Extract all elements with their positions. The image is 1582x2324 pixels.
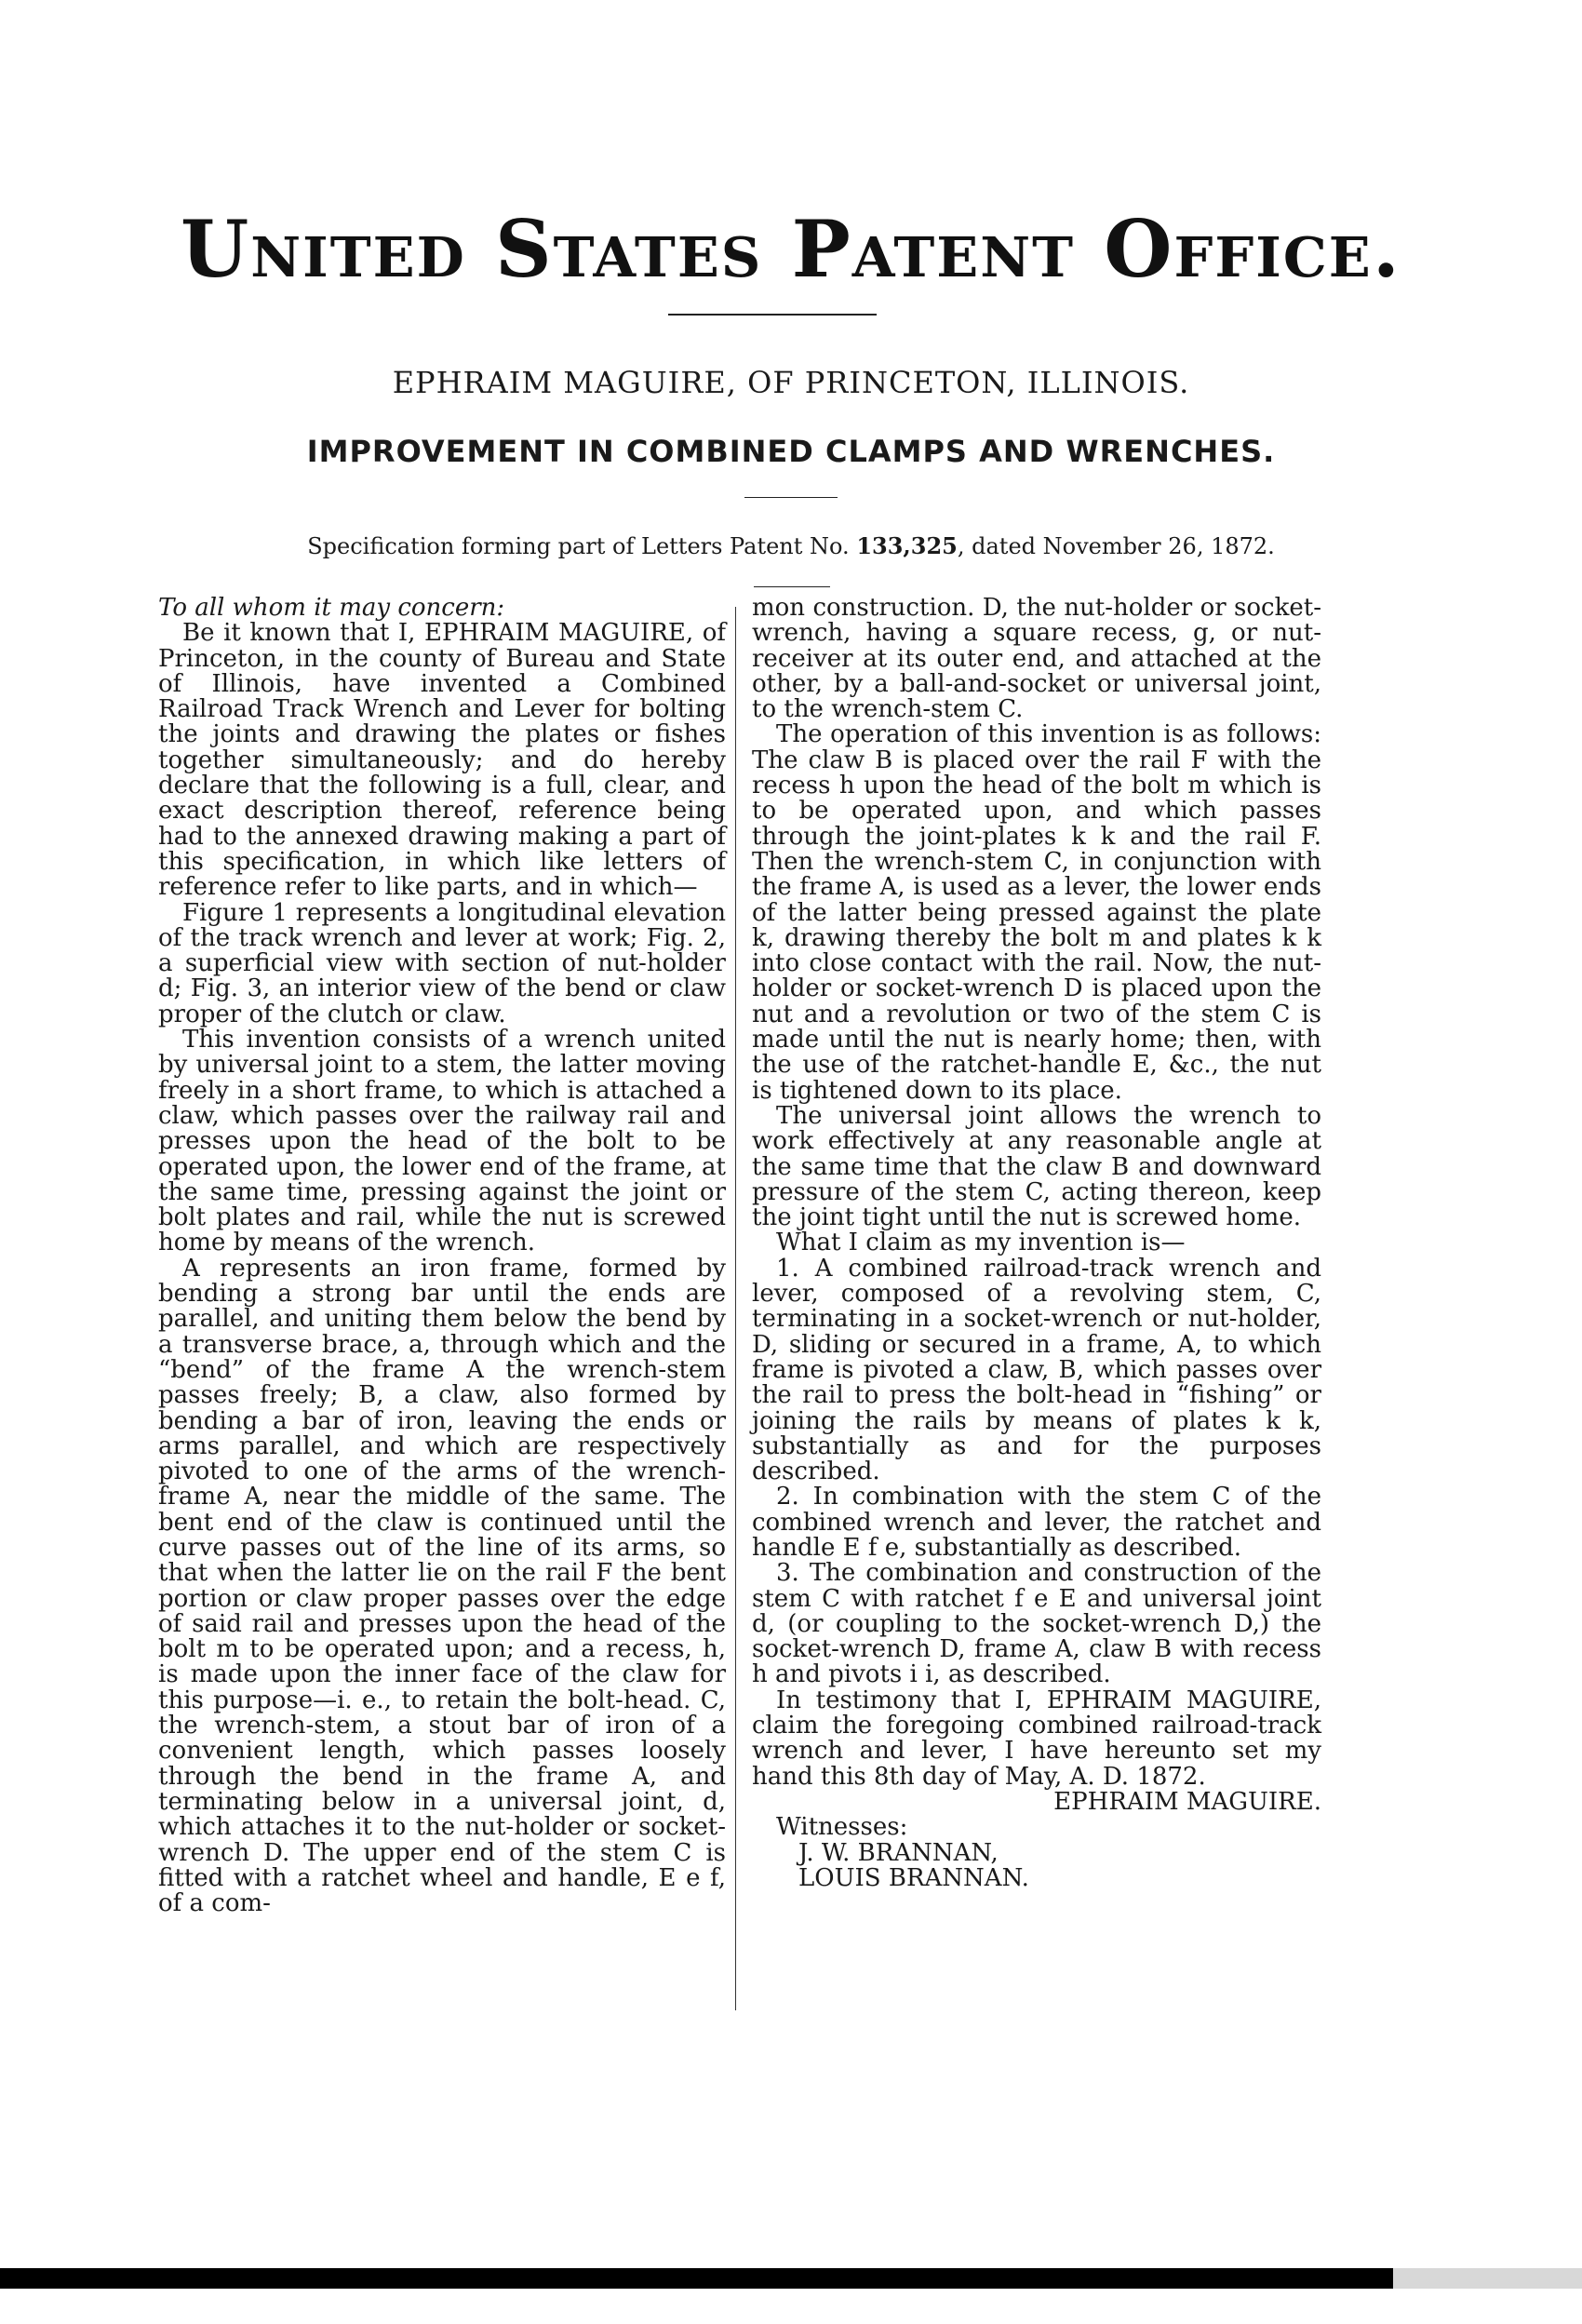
scan-edge-bar (0, 2268, 1393, 2289)
salutation: To all whom it may concern: (158, 594, 505, 622)
spec-suffix: , dated November 26, 1872. (957, 533, 1275, 559)
patent-office-title: United States Patent Office. (180, 203, 1402, 295)
improvement-rule (744, 497, 838, 498)
left-column (158, 596, 726, 1916)
paragraph: This invention consists of a wrench united by universal joint to a stem, the latter moving freely in a short frame, to which is attached a claw, which passes over the railway rail and presses upon the head of the bolt to be operated upon, the lower end of the frame, at the same time, pressing against the joint or bolt plates and rail, while the nut is screwed home by means of the wrench. (158, 1026, 726, 1257)
testimony: In testimony that I, EPHRAIM MAGUIRE, claim the foregoing combined railroad-track wrench and lever, I have hereunto set my hand this 8th day of May, A. D. 1872. (752, 1686, 1321, 1791)
patent-number: 133,325 (856, 532, 958, 559)
claim-3: 3. The combination and construction of the stem C with ratchet f e E and universal joint d, (or coupling to the socket-wrench D,) the socket-wrench D, frame A, claw B with recess h and pivots i i, as described. (752, 1559, 1321, 1689)
spec-prefix: Specification forming part of Letters Patent No. (307, 533, 850, 559)
paragraph: A represents an iron frame, formed by bending a strong bar until the ends are parallel, and uniting them below the bend by a transverse brace, a, through which and the “bend” of the frame A the wrench-stem passes freely; B, a claw, also formed by bending a bar of iron, leaving the ends or arms parallel, and which are respectively pivoted to one of the arms of the wrench-frame A, near the middle of the same. The bent end of the claw is continued until the curve passes out of the line of its arms, so that when the latter lie on the rail F the bent portion or claw proper passes over the edge of said rail and presses upon the head of the bolt m to be operated upon; and a recess, h, is made upon the inner face of the claw for this purpose—i. e., to retain the bolt-head. C, the wrench-stem, a stout bar of iron of a convenient length, which passes loosely through the bend in the frame A, and terminating below in a universal joint, d, which attaches it to the nut-holder or socket-wrench D. The upper end of the stem C is fitted with a ratchet wheel and handle, E e f, of a com- (158, 1254, 726, 1918)
claim-2: 2. In combination with the stem C of the combined wrench and lever, the ratchet and handle E f e, substantially as described. (752, 1483, 1321, 1562)
inventor-line: EPHRAIM MAGUIRE, OF PRINCETON, ILLINOIS. (392, 365, 1190, 400)
paragraph: The operation of this invention is as follows: The claw B is placed over the rail F with the recess h upon the head of the bolt m which is to be operated upon, and which passes through the joint-plates k k and the rail F. Then the wrench-stem C, in conjunction with the frame A, is used as a lever, the lower ends of the latter being pressed against the plate k, drawing thereby the bolt m and plates k k into close contact with the rail. Now, the nut-holder or socket-wrench D is placed upon the nut and a revolution or two of the stem C is made until the nut is nearly home; then, with the use of the ratchet-handle E, &c., the nut is tightened down to its place. (752, 720, 1321, 1105)
paragraph: Be it known that I, EPHRAIM MAGUIRE, of Princeton, in the county of Bureau and State of Illinois, have invented a Combined Railroad Track Wrench and Lever for bolting the joints and drawing the plates or fishes together simultaneously; and do hereby declare that the following is a full, clear, and exact description thereof, reference being had to the annexed drawing making a part of this specification, in which like letters of reference refer to like parts, and in which— (158, 619, 726, 902)
paragraph: The universal joint allows the wrench to work effectively at any reasonable angle at the same time that the claw B and downward pressure of the stem C, acting thereon, keep the joint tight until the nut is screwed home. (752, 1101, 1321, 1232)
paragraph: mon construction. D, the nut-holder or socket-wrench, having a square recess, g, or nut-receiver at its outer end, and attached at the other, by a ball-and-socket or universal joint, to the wrench-stem C. (752, 594, 1321, 724)
witnesses-label: Witnesses: (776, 1813, 908, 1842)
improvement-title: IMPROVEMENT IN COMBINED CLAMPS AND WRENCHES. (306, 434, 1276, 469)
spec-rule (754, 586, 830, 587)
paragraph: Figure 1 represents a longitudinal elevation of the track wrench and lever at work; Fig. 2, a superficial view with section of nut-holder d; Fig. 3, an interior view of the bend or claw proper of the clutch or claw. (158, 898, 726, 1028)
claim-intro: What I claim as my invention is— (776, 1229, 1186, 1257)
witness-1: J. W. BRANNAN, (798, 1838, 999, 1867)
scan-edge-bar-light (1393, 2268, 1582, 2289)
title-rule (668, 314, 877, 316)
right-column (752, 596, 1321, 1891)
witness-2: LOUIS BRANNAN. (798, 1863, 1029, 1892)
signature: EPHRAIM MAGUIRE. (1053, 1787, 1321, 1816)
claim-1: 1. A combined railroad-track wrench and lever, composed of a revolving stem, C, terminating in a socket-wrench or nut-holder, D, sliding or secured in a frame, A, to which frame is pivoted a claw, B, which passes over the rail to press the bolt-head in “fishing” or joining the rails by means of plates k k, substantially as and for the purposes described. (752, 1254, 1321, 1486)
column-divider (735, 607, 736, 2010)
specification-line (0, 532, 1582, 559)
